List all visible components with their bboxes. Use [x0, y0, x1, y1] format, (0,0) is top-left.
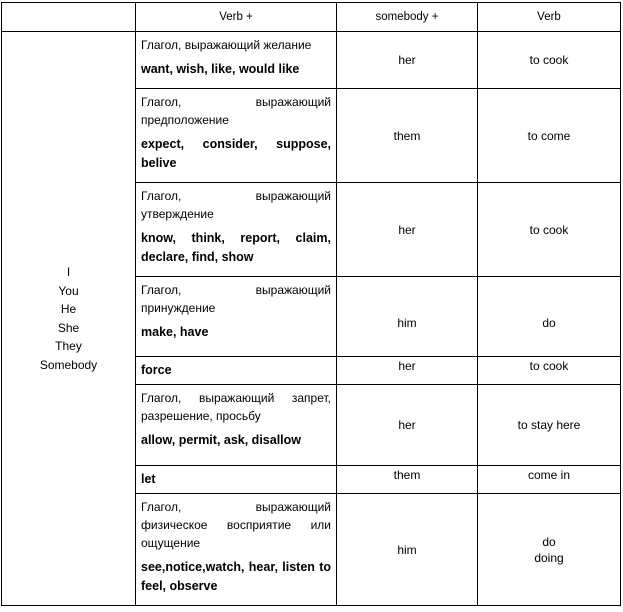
subject-item: They	[55, 339, 82, 353]
grammar-table	[1, 2, 621, 606]
verb-category-ru: Глагол, выражающий запрет,	[141, 391, 331, 405]
object-cell: him	[337, 277, 478, 357]
subject-item: Somebody	[39, 357, 98, 372]
verb-form-line: doing	[534, 550, 564, 565]
verb-category-ru: Глагол, выражающий желание	[141, 38, 312, 52]
verb-category-ru: Глагол, выражающий	[141, 500, 331, 514]
subject-item: I	[66, 265, 71, 279]
verb-examples-en: let	[141, 472, 156, 486]
verb-form-cell: do	[478, 277, 621, 357]
verb-description-cell	[136, 494, 337, 606]
verb-description-cell	[136, 183, 337, 277]
verb-form-line: do	[542, 534, 556, 549]
verb-examples-en: know, think, report, claim, declare, find, show	[141, 231, 331, 264]
verb-form-cell: to stay here	[478, 385, 621, 466]
verb-examples-en: force	[141, 363, 172, 377]
subject-item: He	[60, 302, 77, 316]
verb-category-ru: ощущение	[141, 536, 201, 550]
object-cell: her	[337, 183, 478, 277]
subject-cell	[2, 32, 136, 606]
verb-description-cell	[136, 89, 337, 183]
subject-item: You	[58, 283, 79, 298]
verb-form-cell: come in	[478, 466, 621, 494]
header-subject	[2, 3, 136, 32]
verb-category-ru: утверждение	[141, 207, 214, 221]
verb-category-ru: Глагол, выражающий	[141, 95, 331, 109]
header-row	[2, 3, 621, 32]
verb-category-ru: Глагол, выражающий	[141, 189, 331, 203]
object-cell: her	[337, 385, 478, 466]
verb-description-cell	[136, 277, 337, 357]
verb-examples-en: see,notice,watch, hear, listen to feel, observe	[141, 560, 331, 593]
verb-examples-en: allow, permit, ask, disallow	[141, 433, 302, 447]
verb-form-cell: to come	[478, 89, 621, 183]
verb-description-cell	[136, 357, 337, 385]
verb-examples-en: want, wish, like, would like	[141, 62, 300, 76]
verb-category-ru: Глагол, выражающий	[141, 283, 331, 297]
verb-form-cell: to cook	[478, 357, 621, 385]
object-cell: them	[337, 466, 478, 494]
object-cell: her	[337, 32, 478, 89]
verb-description-cell	[136, 385, 337, 466]
object-cell: them	[337, 89, 478, 183]
header-somebody-plus: somebody +	[337, 3, 478, 32]
verb-description-cell	[136, 32, 337, 89]
verb-examples-en: make, have	[141, 325, 209, 339]
verb-category-ru: разрешение, просьбу	[141, 409, 261, 423]
verb-category-ru: физическое восприятие или	[141, 518, 331, 532]
verb-form-cell	[478, 494, 621, 606]
verb-category-ru: предположение	[141, 113, 229, 127]
verb-form-cell: to cook	[478, 32, 621, 89]
verb-category-ru: принуждение	[141, 301, 216, 315]
verb-description-cell	[136, 466, 337, 494]
header-verb: Verb	[478, 3, 621, 32]
verb-form-cell: to cook	[478, 183, 621, 277]
table-row	[2, 32, 621, 89]
object-cell: him	[337, 494, 478, 606]
object-cell: her	[337, 357, 478, 385]
verb-examples-en: expect, consider, suppose, belive	[141, 137, 331, 170]
header-verb-plus: Verb +	[136, 3, 337, 32]
subject-item: She	[57, 320, 80, 335]
